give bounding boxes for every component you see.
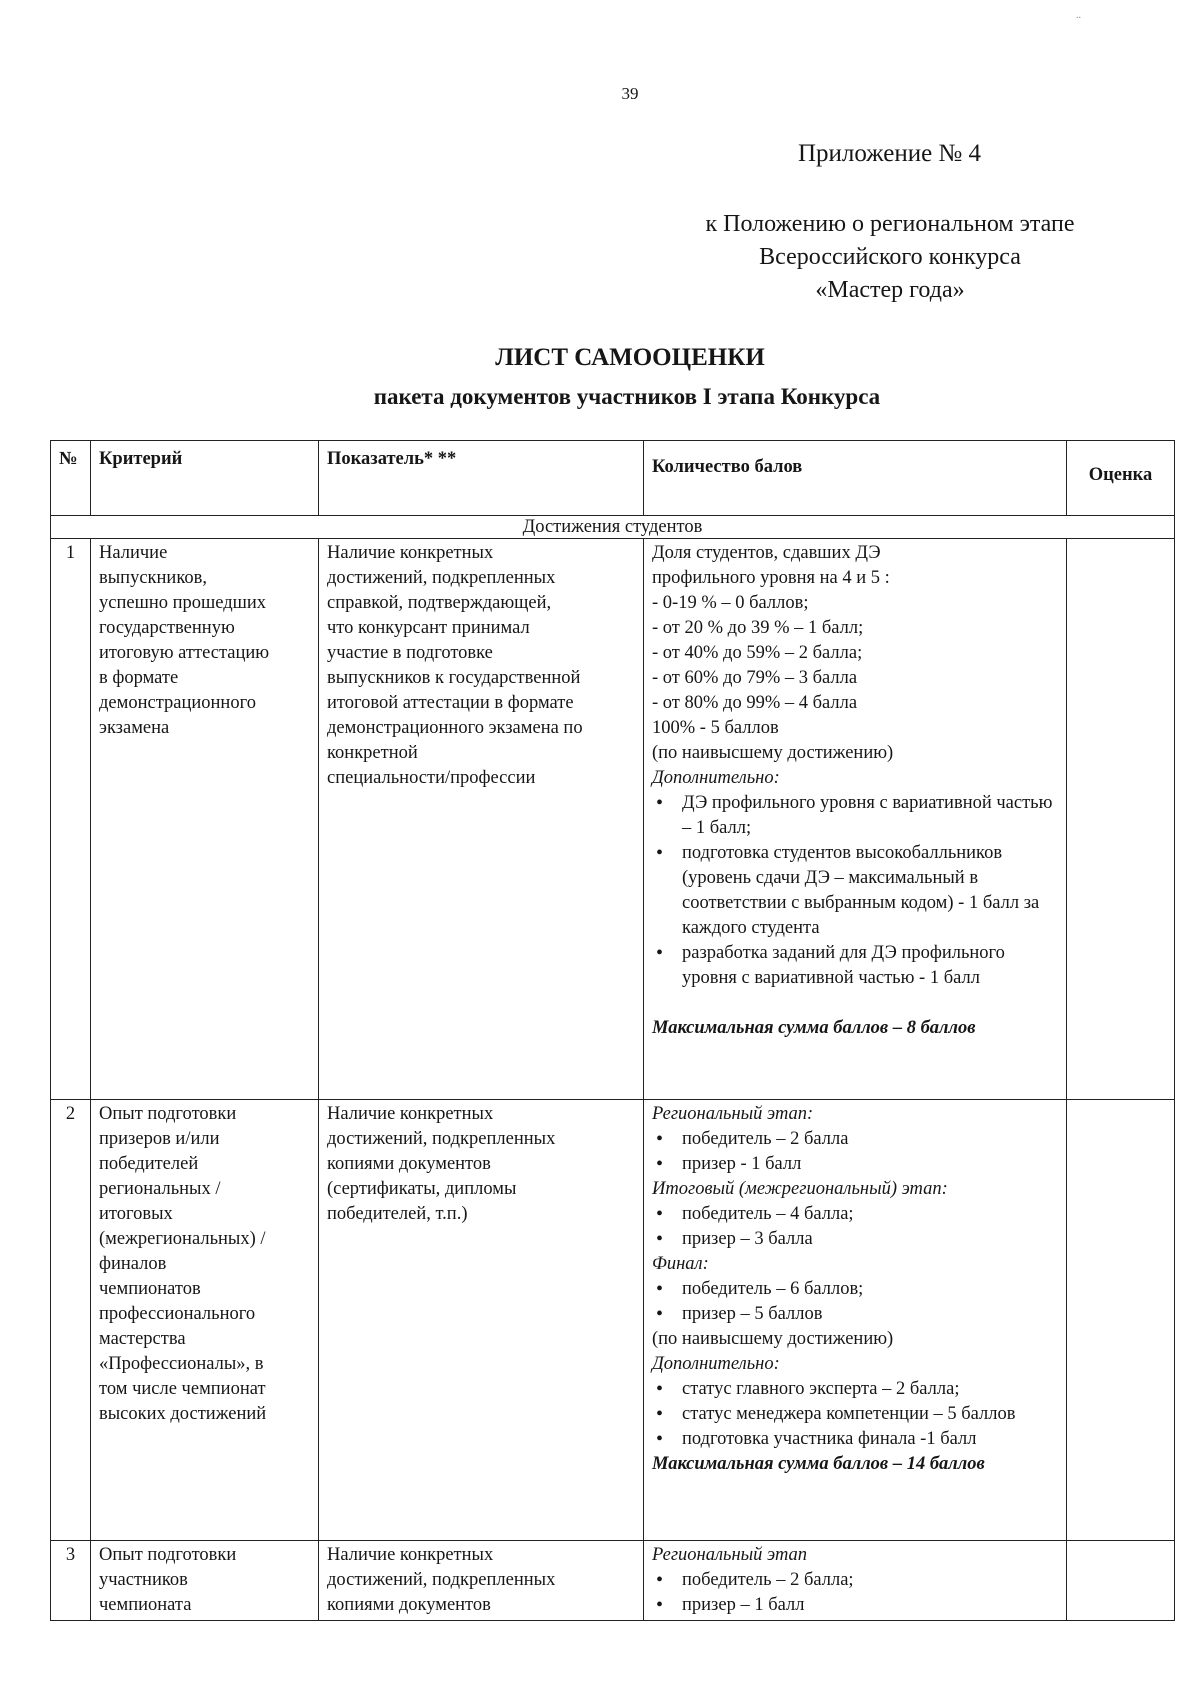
bullet-item: • победитель – 2 балла [652, 1127, 1058, 1152]
criterion-line: (межрегиональных) / [99, 1229, 266, 1249]
indicator-line: достижений, подкрепленных [327, 1570, 556, 1590]
table-row [51, 1541, 1175, 1621]
indicator-line: Наличие конкретных [327, 1545, 494, 1565]
points-line: - от 80% до 99% – 4 балла [652, 693, 858, 713]
stage-label: Региональный этап [652, 1545, 808, 1565]
criterion-line: Опыт подготовки [99, 1104, 237, 1124]
indicator-line: победителей, т.п.) [327, 1204, 468, 1224]
indicator-line: копиями документов [327, 1154, 491, 1174]
criterion-line: «Профессионалы», в [99, 1354, 264, 1374]
indicator-line: демонстрационного экзамена по [327, 718, 583, 738]
criterion-line: профессионального [99, 1304, 256, 1324]
criterion-line: высоких достижений [99, 1404, 267, 1424]
criterion-line: победителей [99, 1154, 199, 1174]
appendix-subtitle-line: Всероссийского конкурса [759, 244, 1021, 270]
criterion-line: выпускников, [99, 568, 207, 588]
criterion-line: том числе чемпионат [99, 1379, 266, 1399]
stage-label: Региональный этап: [652, 1104, 814, 1124]
indicator-line: выпускников к государственной [327, 668, 581, 688]
criterion-line: Опыт подготовки [99, 1545, 237, 1565]
note-text: (по наивысшему достижению) [652, 1329, 894, 1349]
section-row [51, 516, 1175, 539]
bullet-item: • призер – 1 балл [652, 1593, 1058, 1618]
criterion-cell [91, 539, 319, 1100]
criterion-cell [91, 1541, 319, 1621]
appendix-subtitle-line: «Мастер года» [815, 277, 965, 303]
indicator-cell [319, 539, 644, 1100]
criterion-line: региональных / [99, 1179, 221, 1199]
criterion-line: демонстрационного [99, 693, 256, 713]
criterion-line: итоговых [99, 1204, 173, 1224]
indicator-line: достижений, подкрепленных [327, 1129, 556, 1149]
criterion-line: призеров и/или [99, 1129, 220, 1149]
indicator-line: Наличие конкретных [327, 1104, 494, 1124]
criterion-line: участников [99, 1570, 188, 1590]
indicator-cell [319, 1100, 644, 1541]
indicator-line: копиями документов [327, 1595, 491, 1615]
appendix-subtitle [630, 208, 1150, 307]
bullet-item: • статус главного эксперта – 2 балла; [652, 1377, 1058, 1402]
stage-label: Финал: [652, 1254, 709, 1274]
criterion-line: успешно прошедших [99, 593, 267, 613]
bullet-item: • победитель – 2 балла; [652, 1568, 1058, 1593]
points-line: Доля студентов, сдавших ДЭ [652, 543, 881, 563]
spacer [652, 991, 1058, 1016]
row-number: 1 [51, 539, 91, 1100]
max-sum: Максимальная сумма баллов – 8 баллов [652, 1018, 976, 1038]
indicator-line: справкой, подтверждающей, [327, 593, 552, 613]
bullet-item: • разработка заданий для ДЭ профильного уровня с вариативной частью - 1 балл [652, 941, 1058, 991]
criterion-line: итоговую аттестацию [99, 643, 270, 663]
table-header-row [51, 441, 1175, 516]
bullet-item: • победитель – 4 балла; [652, 1202, 1058, 1227]
table-row [51, 1100, 1175, 1541]
document-subtitle: пакета документов участников I этапа Конкурса [373, 384, 881, 409]
criterion-line: Наличие [99, 543, 168, 563]
header-num: № [51, 441, 91, 516]
indicator-line: достижений, подкрепленных [327, 568, 556, 588]
document-title: ЛИСТ САМООЦЕНКИ [495, 344, 765, 371]
stage-label: Итоговый (межрегиональный) этап: [652, 1179, 948, 1199]
row-number: 2 [51, 1100, 91, 1541]
criterion-line: чемпионата [99, 1595, 192, 1615]
indicator-line: (сертификаты, дипломы [327, 1179, 517, 1199]
extra-label: Дополнительно: [652, 768, 780, 788]
header-indicator: Показатель* ** [319, 441, 644, 516]
points-line: профильного уровня на 4 и 5 : [652, 568, 890, 588]
row-number: 3 [51, 1541, 91, 1621]
points-line: - 0-19 % – 0 баллов; [652, 593, 809, 613]
max-sum: Максимальная сумма баллов – 14 баллов [652, 1454, 985, 1474]
header-criterion: Критерий [91, 441, 319, 516]
bullet-item: • статус менеджера компетенции – 5 баллов [652, 1402, 1058, 1427]
extra-label: Дополнительно: [652, 1354, 780, 1374]
bullet-item: • призер – 5 баллов [652, 1302, 1058, 1327]
points-line: - от 40% до 59% – 2 балла; [652, 643, 863, 663]
table-row [51, 539, 1175, 1100]
score-cell [1067, 539, 1175, 1100]
score-cell [1067, 1100, 1175, 1541]
bullet-item: • подготовка участника финала -1 балл [652, 1427, 1058, 1452]
indicator-line: конкретной [327, 743, 418, 763]
criterion-line: государственную [99, 618, 235, 638]
indicator-line: специальности/профессии [327, 768, 536, 788]
bullet-item: • подготовка студентов высокобалльников (уровень сдачи ДЭ – максимальный в соответствии с выбранным кодом) - 1 балл за каждого студента [652, 841, 1058, 941]
points-cell [644, 1541, 1067, 1621]
indicator-line: итоговой аттестации в формате [327, 693, 574, 713]
self-assessment-table [50, 440, 1175, 1621]
points-line: 100% - 5 баллов [652, 718, 779, 738]
appendix-subtitle-line: к Положению о региональном этапе [705, 211, 1075, 237]
bullet-item: • победитель – 6 баллов; [652, 1277, 1058, 1302]
points-cell [644, 1100, 1067, 1541]
indicator-cell [319, 1541, 644, 1621]
bullet-item: • призер - 1 балл [652, 1152, 1058, 1177]
indicator-line: участие в подготовке [327, 643, 493, 663]
score-cell [1067, 1541, 1175, 1621]
criterion-line: чемпионатов [99, 1279, 201, 1299]
appendix-title: Приложение № 4 [798, 140, 982, 167]
bullet-item: • призер – 3 балла [652, 1227, 1058, 1252]
criterion-line: экзамена [99, 718, 170, 738]
points-line: - от 60% до 79% – 3 балла [652, 668, 858, 688]
section-title: Достижения студентов [51, 516, 1175, 539]
points-line: - от 20 % до 39 % – 1 балл; [652, 618, 864, 638]
points-cell [644, 539, 1067, 1100]
header-points: Количество балов [644, 441, 1067, 516]
criterion-line: мастерства [99, 1329, 186, 1349]
bullet-item: • ДЭ профильного уровня с вариативной частью – 1 балл; [652, 791, 1058, 841]
points-line: (по наивысшему достижению) [652, 743, 894, 763]
criterion-cell [91, 1100, 319, 1541]
page-number: 39 [621, 84, 639, 103]
indicator-line: Наличие конкретных [327, 543, 494, 563]
header-score: Оценка [1067, 441, 1175, 516]
indicator-line: что конкурсант принимал [327, 618, 530, 638]
criterion-line: финалов [99, 1254, 167, 1274]
scan-mark: .. [1076, 10, 1081, 21]
criterion-line: в формате [99, 668, 179, 688]
